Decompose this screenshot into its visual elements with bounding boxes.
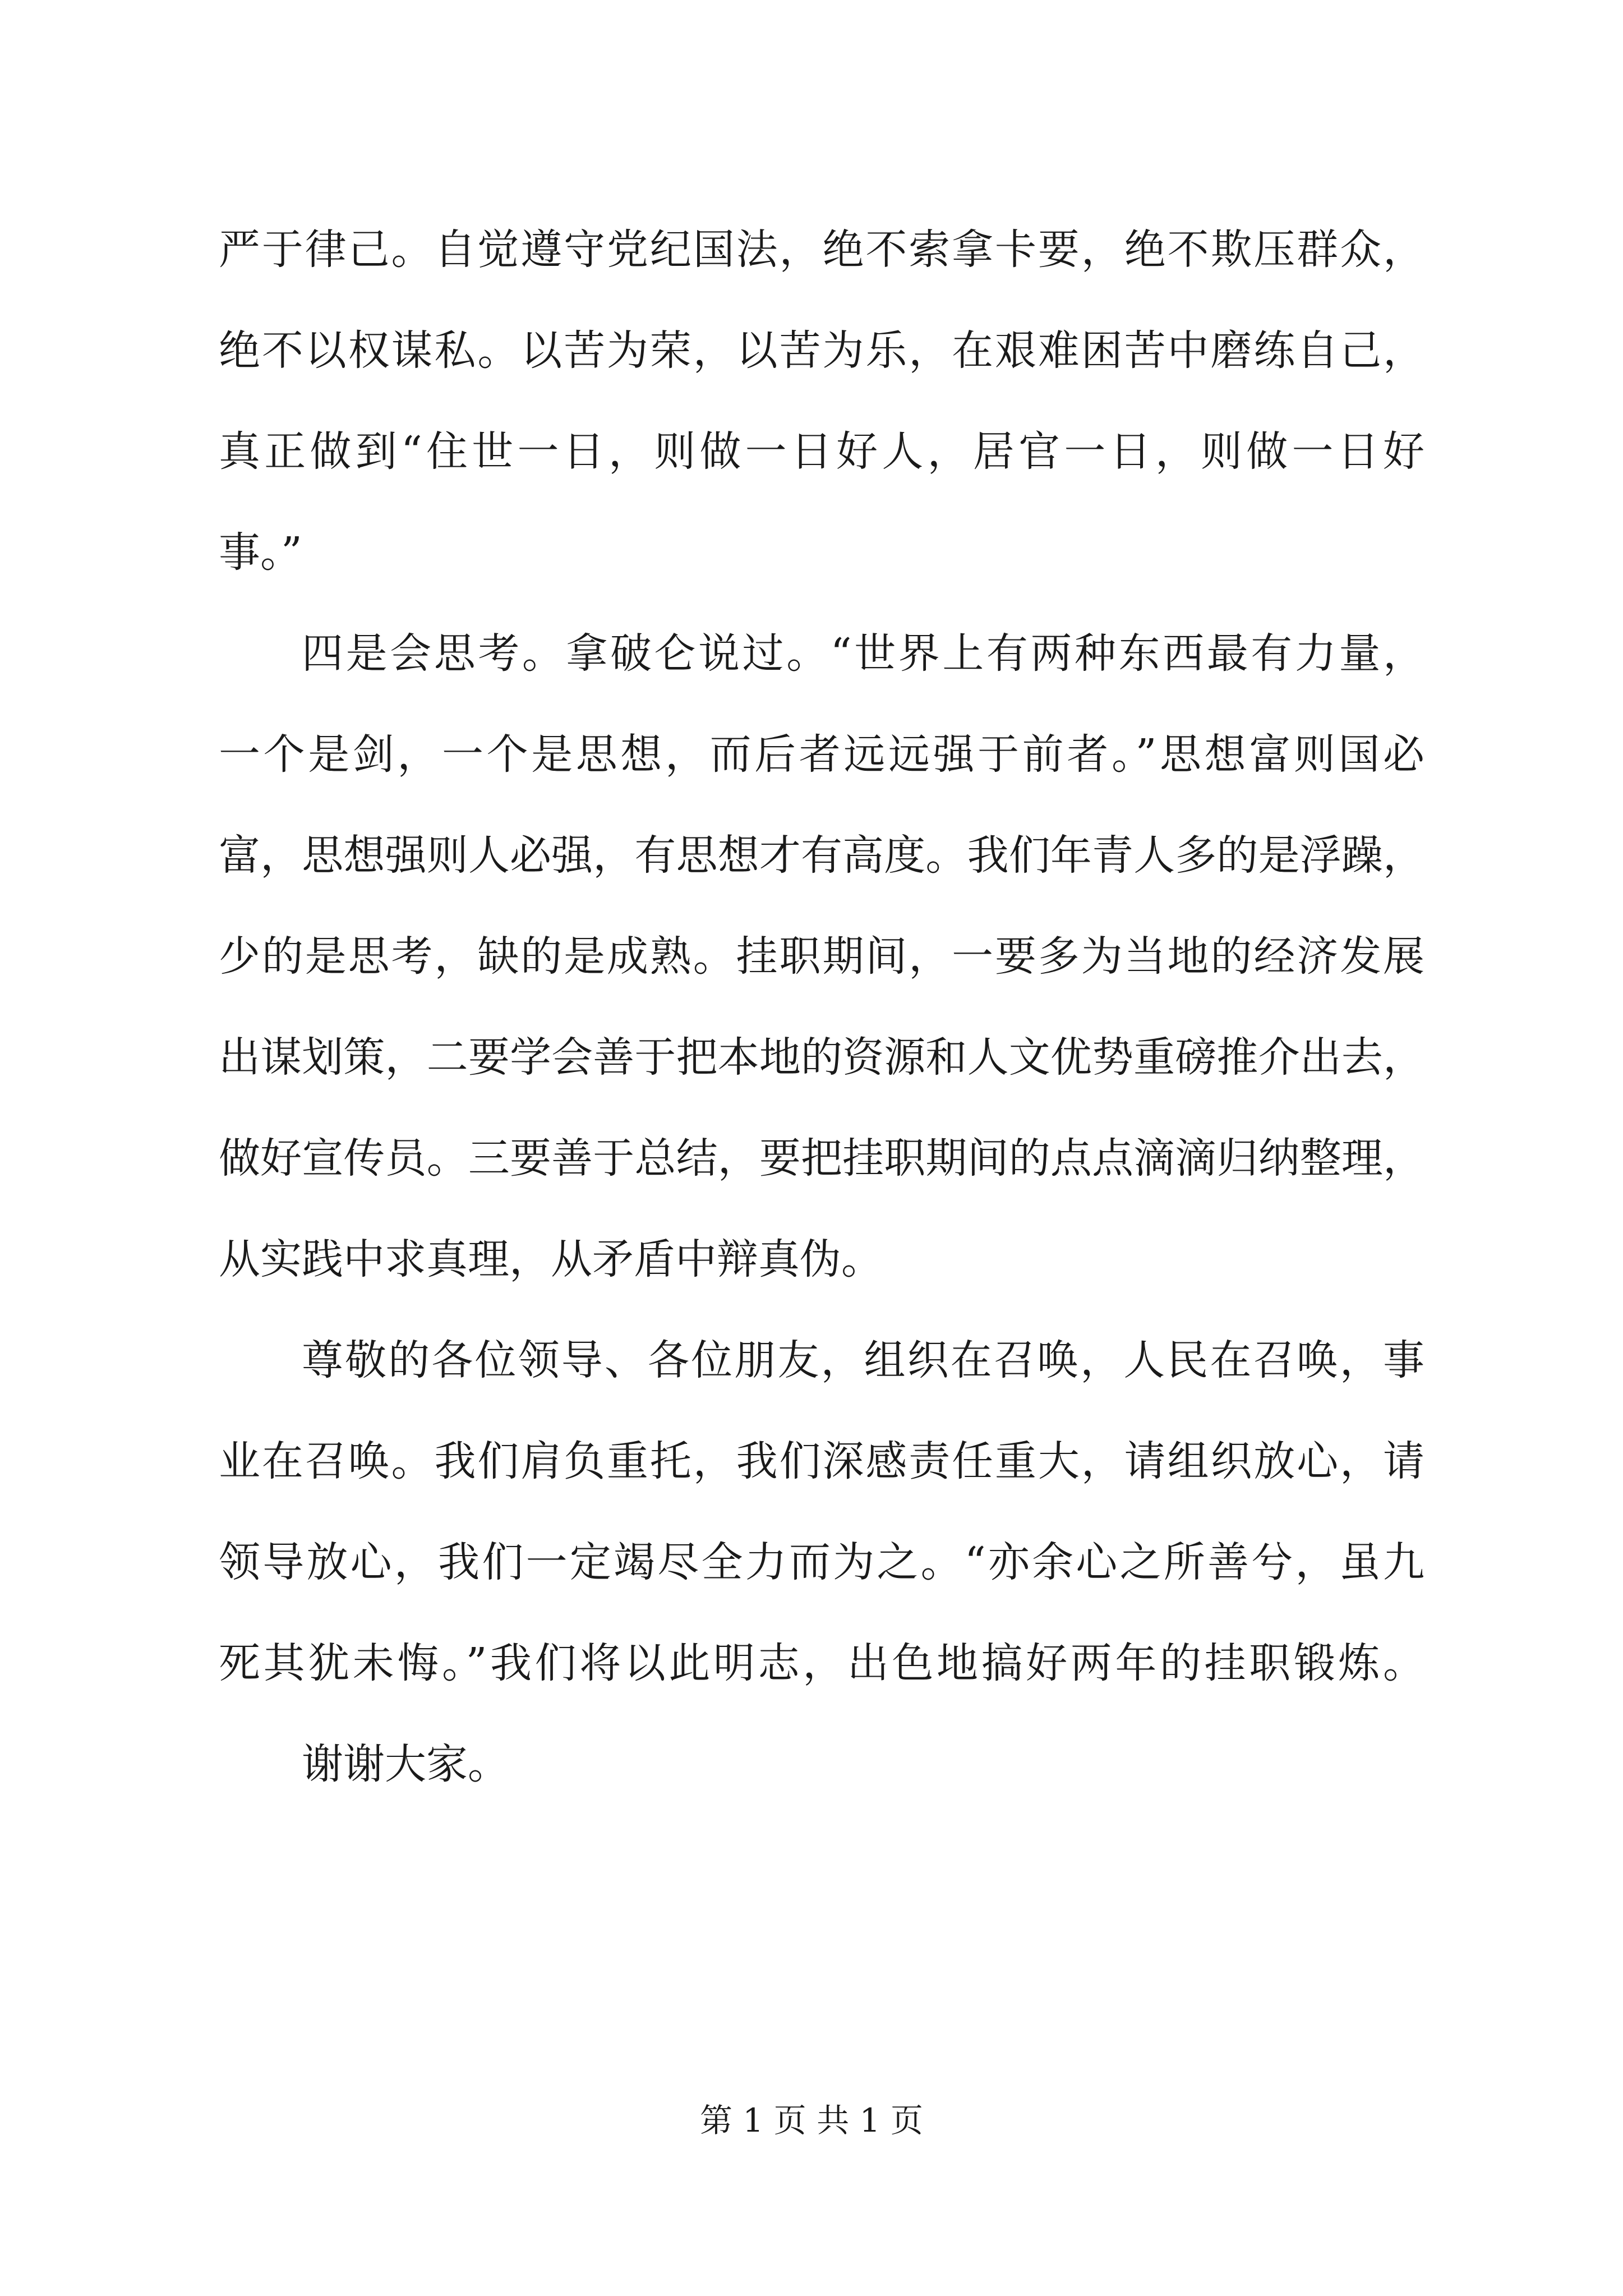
page-footer: 第 1 页 共 1 页 — [700, 2101, 923, 2139]
text-line: 少的是思考，缺的是成熟。挂职期间，一要多为当地的经济发展 — [219, 932, 1424, 981]
text-line: 富，思想强则人必强，有思想才有高度。我们年青人多的是浮躁， — [219, 831, 1424, 880]
paragraph — [219, 603, 1424, 1310]
text-line: 出谋划策，二要学会善于把本地的资源和人文优势重磅推介出去， — [219, 1033, 1424, 1082]
text-line: 四是会思考。拿破仑说过。“世界上有两种东西最有力量， — [302, 629, 1424, 678]
paragraph — [219, 1310, 1424, 1714]
text-line: 从实践中求真理，从矛盾中辩真伪。 — [219, 1235, 883, 1283]
text-line: 领导放心，我们一定竭尽全力而为之。“亦余心之所善兮，虽九 — [219, 1538, 1424, 1586]
text-line: 谢谢大家。 — [302, 1740, 509, 1788]
text-line: 尊敬的各位领导、各位朋友，组织在召唤，人民在召唤，事 — [302, 1336, 1424, 1384]
text-line: 事。” — [219, 528, 302, 577]
text-line: 业在召唤。我们肩负重托，我们深感责任重大，请组织放心，请 — [219, 1437, 1424, 1485]
text-line: 严于律己。自觉遵守党纪国法，绝不索拿卡要，绝不欺压群众， — [219, 226, 1424, 274]
text-line: 死其犹未悔。”我们将以此明志，出色地搞好两年的挂职锻炼。 — [219, 1639, 1424, 1687]
document-body — [219, 199, 1424, 1815]
text-line: 真正做到“住世一日，则做一日好人，居官一日，则做一日好 — [219, 427, 1424, 476]
paragraph — [219, 1714, 1424, 1815]
text-line: 一个是剑，一个是思想，而后者远远强于前者。”思想富则国必 — [219, 730, 1424, 779]
paragraph — [219, 199, 1424, 603]
text-line: 做好宣传员。三要善于总结，要把挂职期间的点点滴滴归纳整理， — [219, 1134, 1424, 1182]
text-line: 绝不以权谋私。以苦为荣，以苦为乐，在艰难困苦中磨练自己， — [219, 326, 1424, 375]
